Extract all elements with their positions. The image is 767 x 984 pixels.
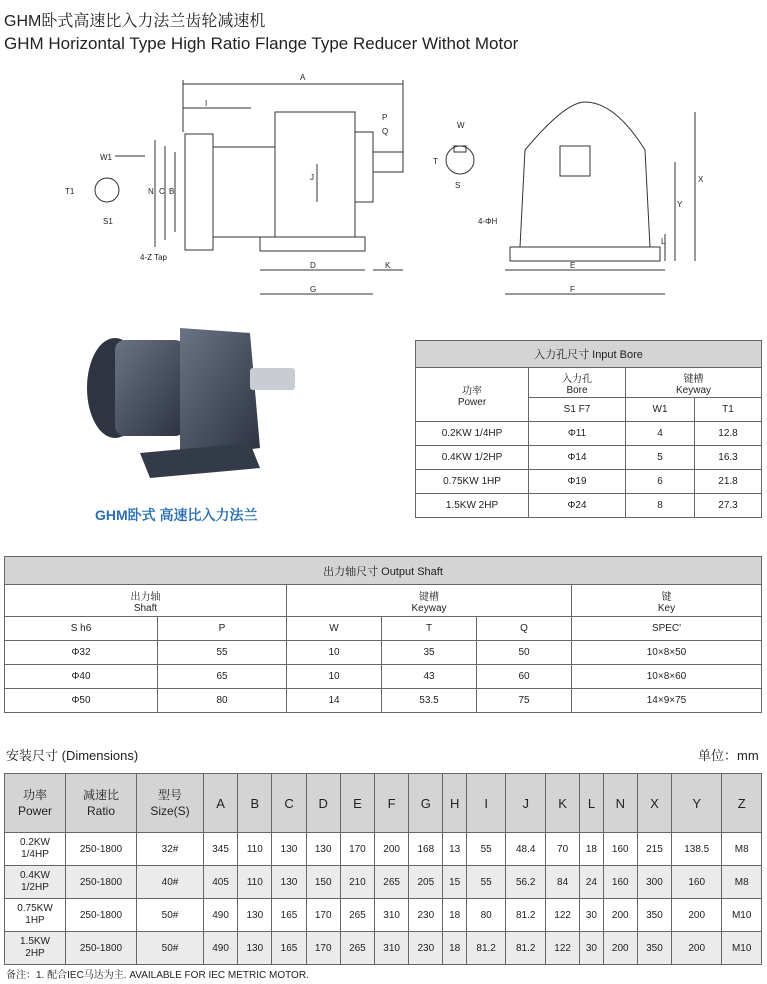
ib-power: 0.75KW 1HP [416, 470, 529, 494]
ib-power-cn: 功率 [462, 385, 482, 397]
dim-size: 40# [137, 866, 204, 899]
dim-label-t1: T1 [65, 187, 75, 196]
ib-bore: Φ19 [529, 470, 626, 494]
dim-label-w: W [457, 121, 465, 130]
front-view-housing [520, 102, 650, 247]
dim-label-a: A [300, 73, 306, 82]
table-row [5, 866, 762, 899]
ib-sub-w1: W1 [626, 398, 695, 422]
os-sub-q: Q [477, 617, 572, 641]
dim-label-c: C [159, 187, 165, 196]
input-flange-outline [185, 134, 213, 250]
dim-label-d: D [310, 261, 316, 270]
dim-power-kw: 0.75KW [17, 903, 53, 914]
dim-value-l: 30 [580, 932, 603, 965]
ib-power: 1.5KW 2HP [416, 494, 529, 518]
dimensions-title: 安装尺寸 (Dimensions) [6, 748, 139, 763]
foot-photo [140, 443, 260, 478]
dim-value-n: 160 [603, 833, 637, 866]
os-sub-s: S h6 [5, 617, 158, 641]
dim-head-power-cn: 功率 [22, 788, 47, 802]
dim-col-h: H [443, 774, 466, 833]
dim-value-x: 215 [637, 833, 671, 866]
dim-value-n: 160 [603, 866, 637, 899]
title-chinese: GHM卧式高速比入力法兰齿轮减速机 [4, 13, 266, 30]
dim-label-tap: 4-Z Tap [140, 253, 167, 262]
dim-value-k: 122 [546, 899, 580, 932]
table-row [416, 422, 762, 446]
table-row [5, 899, 762, 932]
dim-label-n: N [148, 187, 154, 196]
dim-value-b: 130 [238, 899, 272, 932]
ib-bore-en: Bore [566, 384, 588, 396]
os-spec: 10×8×50 [572, 641, 762, 665]
dim-power-hp: 1/2HP [21, 882, 49, 893]
dim-value-y: 160 [672, 866, 722, 899]
dim-value-x: 350 [637, 899, 671, 932]
dim-power-hp: 2HP [25, 948, 45, 959]
dim-label-e: E [570, 261, 576, 270]
dim-value-y: 200 [672, 932, 722, 965]
dim-col-l: L [580, 774, 603, 833]
os-s: Φ50 [5, 689, 158, 713]
dim-value-g: 230 [409, 932, 443, 965]
dim-value-z: M8 [722, 833, 762, 866]
dim-col-k: K [546, 774, 580, 833]
dim-label-y: Y [677, 200, 683, 209]
table-row [5, 833, 762, 866]
ib-power: 0.2KW 1/4HP [416, 422, 529, 446]
dim-value-f: 310 [375, 899, 409, 932]
dim-value-a: 345 [204, 833, 238, 866]
dim-value-c: 130 [272, 833, 306, 866]
dim-value-b: 110 [238, 833, 272, 866]
dim-power [5, 932, 66, 965]
ib-t1: 16.3 [695, 446, 762, 470]
dim-ratio: 250-1800 [66, 866, 137, 899]
dim-value-x: 300 [637, 866, 671, 899]
ib-bore: Φ11 [529, 422, 626, 446]
dim-value-f: 200 [375, 833, 409, 866]
dim-value-d: 170 [306, 899, 340, 932]
dim-value-e: 210 [340, 866, 374, 899]
ib-keyway-en: Keyway [675, 384, 711, 396]
dim-col-e: E [340, 774, 374, 833]
dim-size: 50# [137, 932, 204, 965]
dim-value-y: 138.5 [672, 833, 722, 866]
technical-drawing [55, 72, 705, 304]
motor-housing-photo [115, 340, 185, 436]
dim-value-j: 48.4 [506, 833, 546, 866]
dim-power-hp: 1/4HP [21, 849, 49, 860]
table-row [5, 665, 762, 689]
dim-value-h: 15 [443, 866, 466, 899]
dim-head-size-cn: 型号 [157, 788, 182, 802]
ib-w1: 5 [626, 446, 695, 470]
dim-label-p: P [382, 113, 388, 122]
dim-head-ratio-cn: 减速比 [82, 788, 119, 802]
ib-t1: 12.8 [695, 422, 762, 446]
ib-w1: 4 [626, 422, 695, 446]
ib-t1: 21.8 [695, 470, 762, 494]
dim-size: 50# [137, 899, 204, 932]
dim-col-d: D [306, 774, 340, 833]
os-s: Φ40 [5, 665, 158, 689]
ib-w1: 6 [626, 470, 695, 494]
dim-col-z: Z [722, 774, 762, 833]
product-photo [80, 318, 310, 498]
dim-value-x: 350 [637, 932, 671, 965]
ib-sub-t1: T1 [695, 398, 762, 422]
mounting-foot [260, 237, 365, 251]
dim-label-g: G [310, 285, 317, 294]
os-p: 65 [158, 665, 287, 689]
os-spec: 10×8×60 [572, 665, 762, 689]
os-shaft-en: Shaft [133, 602, 158, 614]
dim-value-f: 265 [375, 866, 409, 899]
unit-label: 单位：mm [698, 748, 759, 763]
output-shaft-photo [250, 368, 295, 390]
table-row [5, 641, 762, 665]
dim-power [5, 899, 66, 932]
dim-value-e: 265 [340, 932, 374, 965]
dim-label-q: Q [382, 127, 389, 136]
dim-label-s1: S1 [103, 217, 113, 226]
os-q: 75 [477, 689, 572, 713]
dim-label-f: F [570, 285, 575, 294]
dim-value-h: 18 [443, 899, 466, 932]
table-row [416, 494, 762, 518]
dim-head-power-en: Power [17, 804, 52, 818]
dim-col-c: C [272, 774, 306, 833]
dim-value-k: 84 [546, 866, 580, 899]
dim-value-g: 168 [409, 833, 443, 866]
dim-head-size-en: Size(S) [150, 804, 190, 818]
dim-value-i: 55 [466, 833, 506, 866]
dim-value-f: 310 [375, 932, 409, 965]
os-sub-p: P [158, 617, 287, 641]
ib-t1: 27.3 [695, 494, 762, 518]
dim-value-z: M10 [722, 932, 762, 965]
dim-value-y: 200 [672, 899, 722, 932]
dim-col-g: G [409, 774, 443, 833]
os-s: Φ32 [5, 641, 158, 665]
dim-label-i: I [205, 99, 208, 108]
dim-value-h: 18 [443, 932, 466, 965]
os-t: 43 [382, 665, 477, 689]
output-shaft-title: 出力轴尺寸 Output Shaft [5, 557, 762, 585]
dim-value-l: 24 [580, 866, 603, 899]
dim-ratio: 250-1800 [66, 932, 137, 965]
ib-bore: Φ14 [529, 446, 626, 470]
os-key-cn: 键 [661, 591, 672, 603]
output-shaft-table [4, 556, 762, 713]
dim-col-b: B [238, 774, 272, 833]
ib-w1: 8 [626, 494, 695, 518]
dim-col-x: X [637, 774, 671, 833]
dim-label-t: T [433, 157, 438, 166]
os-keyway-en: Keyway [411, 602, 447, 614]
ib-sub-bore: S1 F7 [529, 398, 626, 422]
dim-value-k: 122 [546, 932, 580, 965]
dim-label-k: K [385, 261, 391, 270]
gear-housing [275, 112, 355, 237]
dim-label-x: X [698, 175, 704, 184]
table-row [5, 932, 762, 965]
dim-col-i: I [466, 774, 506, 833]
input-bore-table [415, 340, 762, 518]
dim-label-s: S [455, 181, 461, 190]
dim-value-z: M10 [722, 899, 762, 932]
dim-label-l: L [661, 237, 666, 246]
dim-label-b: B [169, 187, 175, 196]
os-shaft-cn: 出力轴 [130, 591, 161, 603]
dim-label-w1: W1 [100, 153, 112, 162]
dim-value-g: 230 [409, 899, 443, 932]
dim-value-j: 56.2 [506, 866, 546, 899]
table-row [416, 470, 762, 494]
dim-value-d: 150 [306, 866, 340, 899]
dim-value-a: 490 [204, 932, 238, 965]
input-bore-title: 入力孔尺寸 Input Bore [416, 341, 762, 368]
os-w: 14 [287, 689, 382, 713]
dim-value-n: 200 [603, 932, 637, 965]
dim-power [5, 866, 66, 899]
dim-col-a: A [204, 774, 238, 833]
os-t: 53.5 [382, 689, 477, 713]
dimensions-body [5, 833, 762, 965]
ib-keyway-cn: 键槽 [683, 373, 704, 385]
dim-col-f: F [375, 774, 409, 833]
dim-value-n: 200 [603, 899, 637, 932]
gearbox-photo [180, 328, 260, 458]
os-q: 50 [477, 641, 572, 665]
os-sub-spec: SPEC' [572, 617, 762, 641]
output-shaft [373, 152, 403, 172]
os-w: 10 [287, 641, 382, 665]
dim-power [5, 833, 66, 866]
dim-col-j: J [506, 774, 546, 833]
dim-value-j: 81.2 [506, 932, 546, 965]
dim-col-n: N [603, 774, 637, 833]
os-key-en: Key [657, 602, 676, 614]
output-bearing-housing [355, 132, 373, 202]
os-t: 35 [382, 641, 477, 665]
dimensions-table [4, 773, 762, 965]
dim-value-c: 130 [272, 866, 306, 899]
table-row [416, 446, 762, 470]
os-sub-t: T [382, 617, 477, 641]
dim-col-y: Y [672, 774, 722, 833]
dim-ratio: 250-1800 [66, 833, 137, 866]
os-p: 80 [158, 689, 287, 713]
ib-bore-cn: 入力孔 [562, 373, 592, 385]
os-w: 10 [287, 665, 382, 689]
dim-value-a: 490 [204, 899, 238, 932]
front-view-foot [510, 247, 660, 261]
dim-ratio: 250-1800 [66, 899, 137, 932]
dim-power-kw: 0.2KW [19, 837, 50, 848]
os-sub-w: W [287, 617, 382, 641]
dim-value-z: M8 [722, 866, 762, 899]
dim-value-j: 81.2 [506, 899, 546, 932]
title-english: GHM Horizontal Type High Ratio Flange Type Reducer Withot Motor [4, 34, 519, 53]
os-p: 55 [158, 641, 287, 665]
dim-value-i: 55 [466, 866, 506, 899]
table-row [5, 689, 762, 713]
dim-value-e: 170 [340, 833, 374, 866]
ib-power-en: Power [457, 396, 487, 408]
dim-value-a: 405 [204, 866, 238, 899]
ib-power: 0.4KW 1/2HP [416, 446, 529, 470]
dim-head-ratio-en: Ratio [86, 804, 115, 818]
dim-value-i: 80 [466, 899, 506, 932]
dim-power-kw: 1.5KW [19, 936, 50, 947]
dim-value-c: 165 [272, 899, 306, 932]
intermediate-housing [213, 147, 275, 237]
os-q: 60 [477, 665, 572, 689]
dim-value-d: 130 [306, 833, 340, 866]
dim-value-c: 165 [272, 932, 306, 965]
dim-label-4h: 4-ΦH [478, 217, 498, 226]
dim-value-l: 30 [580, 899, 603, 932]
dim-value-d: 170 [306, 932, 340, 965]
dim-size: 32# [137, 833, 204, 866]
ib-bore: Φ24 [529, 494, 626, 518]
dim-value-l: 18 [580, 833, 603, 866]
dim-value-h: 13 [443, 833, 466, 866]
dim-value-i: 81.2 [466, 932, 506, 965]
input-bore-circle [95, 178, 119, 202]
footnote: 备注：1. 配合IEC马达为主. AVAILABLE FOR IEC METRIC MOTOR. [6, 970, 309, 981]
dim-value-b: 110 [238, 866, 272, 899]
dim-value-b: 130 [238, 932, 272, 965]
shaft-key-circle [446, 146, 474, 174]
dim-value-k: 70 [546, 833, 580, 866]
os-keyway-cn: 键槽 [419, 591, 439, 603]
dim-value-g: 205 [409, 866, 443, 899]
dim-value-e: 265 [340, 899, 374, 932]
photo-caption: GHM卧式 高速比入力法兰 [95, 507, 258, 523]
dim-label-j: J [310, 173, 314, 182]
os-spec: 14×9×75 [572, 689, 762, 713]
dim-power-kw: 0.4KW [19, 870, 50, 881]
dim-power-hp: 1HP [25, 915, 45, 926]
